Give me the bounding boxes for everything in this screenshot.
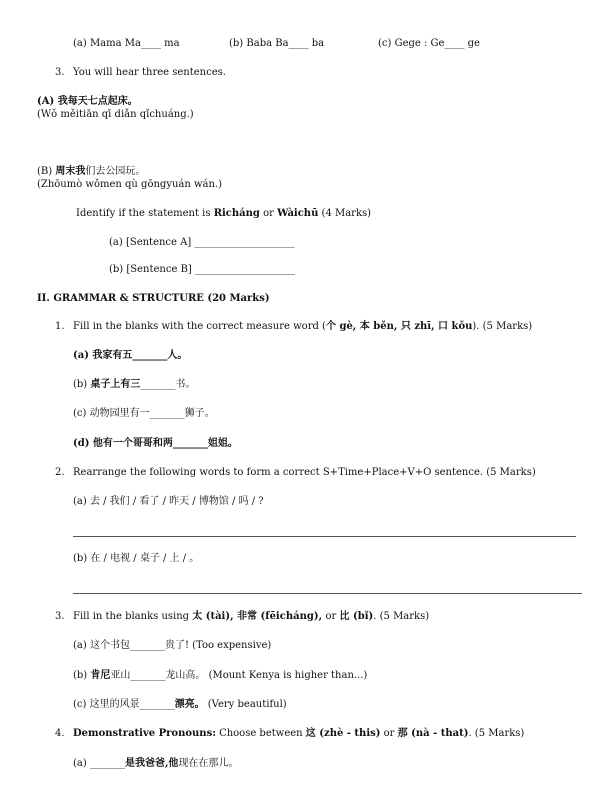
question-text: You will hear three sentences. (73, 67, 226, 78)
blank-item-a: (a) 我家有五_______人。 (73, 350, 188, 361)
q1-measure-words: 个 gè, 本 běn, 只 zhī, 口 kǒu (325, 321, 473, 332)
sentence-b-label: (B) (37, 166, 56, 177)
blank-item-a (73, 639, 271, 652)
item-c-bold: 漂亮。 (174, 699, 205, 710)
item-a-rest: 现在在那儿。 (178, 758, 239, 769)
q4-word-2: 那 (nà - that) (397, 728, 469, 739)
rearrange-item-a: (a) 去 / 我们 / 看了 / 昨天 / 博物馆 / 吗 / ? (73, 496, 264, 507)
answer-line (73, 593, 582, 594)
question-number: 2. (55, 467, 65, 478)
q4-word-1: 这 (zhè - this) (305, 728, 381, 739)
identify-or: or (259, 208, 278, 219)
item-b-label: (b) (73, 670, 91, 681)
question-text (73, 727, 524, 740)
item-a-chinese: (a) 这个书包_______贵了! (73, 640, 189, 651)
q3-post: . (5 Marks) (373, 611, 430, 622)
q4-label: Demonstrative Pronouns: (73, 728, 216, 739)
rearrange-item-b: (b) 在 / 电视 / 桌子 / 上 / 。 (73, 553, 200, 564)
option-a: (a) Mama Ma____ ma (73, 38, 180, 49)
blank-item-d: (d) 他有一个哥哥和两_______姐姐。 (73, 438, 238, 449)
q1-pre: Fill in the blanks with the correct measure word ( (73, 321, 326, 332)
sentence-b-chinese (37, 165, 145, 178)
question-number: 4. (55, 728, 65, 739)
item-b-rest: 亚山_______龙山高。 (110, 670, 206, 681)
question-text: Rearrange the following words to form a correct S+Time+Place+V+O sentence. (5 Marks) (73, 467, 536, 478)
q3-or: or (325, 611, 340, 622)
answer-sentence-b: (b) [Sentence B] ____________________ (109, 264, 295, 275)
question-number: 1. (55, 321, 65, 332)
q3-word-3: 比 (bǐ) (339, 611, 374, 622)
sentence-a-chinese: (A) 我每天七点起床。 (37, 96, 138, 107)
q4-or: or (380, 728, 398, 739)
sentence-b-bold: 周末我 (55, 166, 86, 177)
identify-pre: Identify if the statement is (76, 208, 214, 219)
blank-item-c (73, 698, 287, 711)
answer-line (73, 536, 576, 537)
sentence-b-rest: 们去公园玩。 (85, 166, 146, 177)
item-c-chinese: (c) 这里的风景_______ (73, 699, 175, 710)
item-a-bold: 是我爸爸,他 (124, 758, 179, 769)
identify-word-1: Richáng (213, 208, 260, 219)
item-b-bold: 桌子上有三 (90, 379, 141, 390)
q3-pre: Fill in the blanks using (73, 611, 193, 622)
section-heading: II. GRAMMAR & STRUCTURE (20 Marks) (37, 293, 270, 304)
sentence-b-pinyin: (Zhōumò wǒmen qù gōngyuán wán.) (37, 179, 223, 190)
option-c: (c) Gege : Ge____ ge (378, 38, 480, 49)
question-number: 3. (55, 67, 65, 78)
question-text (73, 610, 429, 623)
blank-item-c: (c) 动物园里有一_______狮子。 (73, 408, 215, 419)
question-number: 3. (55, 611, 65, 622)
identify-instruction (76, 207, 371, 220)
item-a-pre: (a) _______ (73, 758, 125, 769)
sentence-a-pinyin: (Wǒ měitiān qī diǎn qǐchuáng.) (37, 109, 194, 120)
q1-post: ). (5 Marks) (472, 321, 533, 332)
item-b-label: (b) (73, 379, 91, 390)
identify-marks: (4 Marks) (318, 208, 372, 219)
identify-word-2: Wàichū (277, 208, 319, 219)
blank-item-a (73, 757, 238, 770)
item-b-bold: 肯尼 (90, 670, 111, 681)
question-text (73, 320, 532, 333)
q4-post: . (5 Marks) (468, 728, 525, 739)
blank-item-b (73, 378, 195, 391)
item-b-rest: _______书。 (140, 379, 196, 390)
q4-pre: Choose between (215, 728, 306, 739)
item-a-english: (Too expensive) (192, 640, 272, 651)
blank-item-b (73, 669, 367, 682)
item-b-english: (Mount Kenya is higher than...) (208, 670, 368, 681)
q3-words: 太 (tài), 非常 (fēicháng), (192, 611, 326, 622)
answer-sentence-a: (a) [Sentence A] ____________________ (109, 237, 295, 248)
option-b: (b) Baba Ba____ ba (229, 38, 325, 49)
item-c-english: (Very beautiful) (207, 699, 287, 710)
